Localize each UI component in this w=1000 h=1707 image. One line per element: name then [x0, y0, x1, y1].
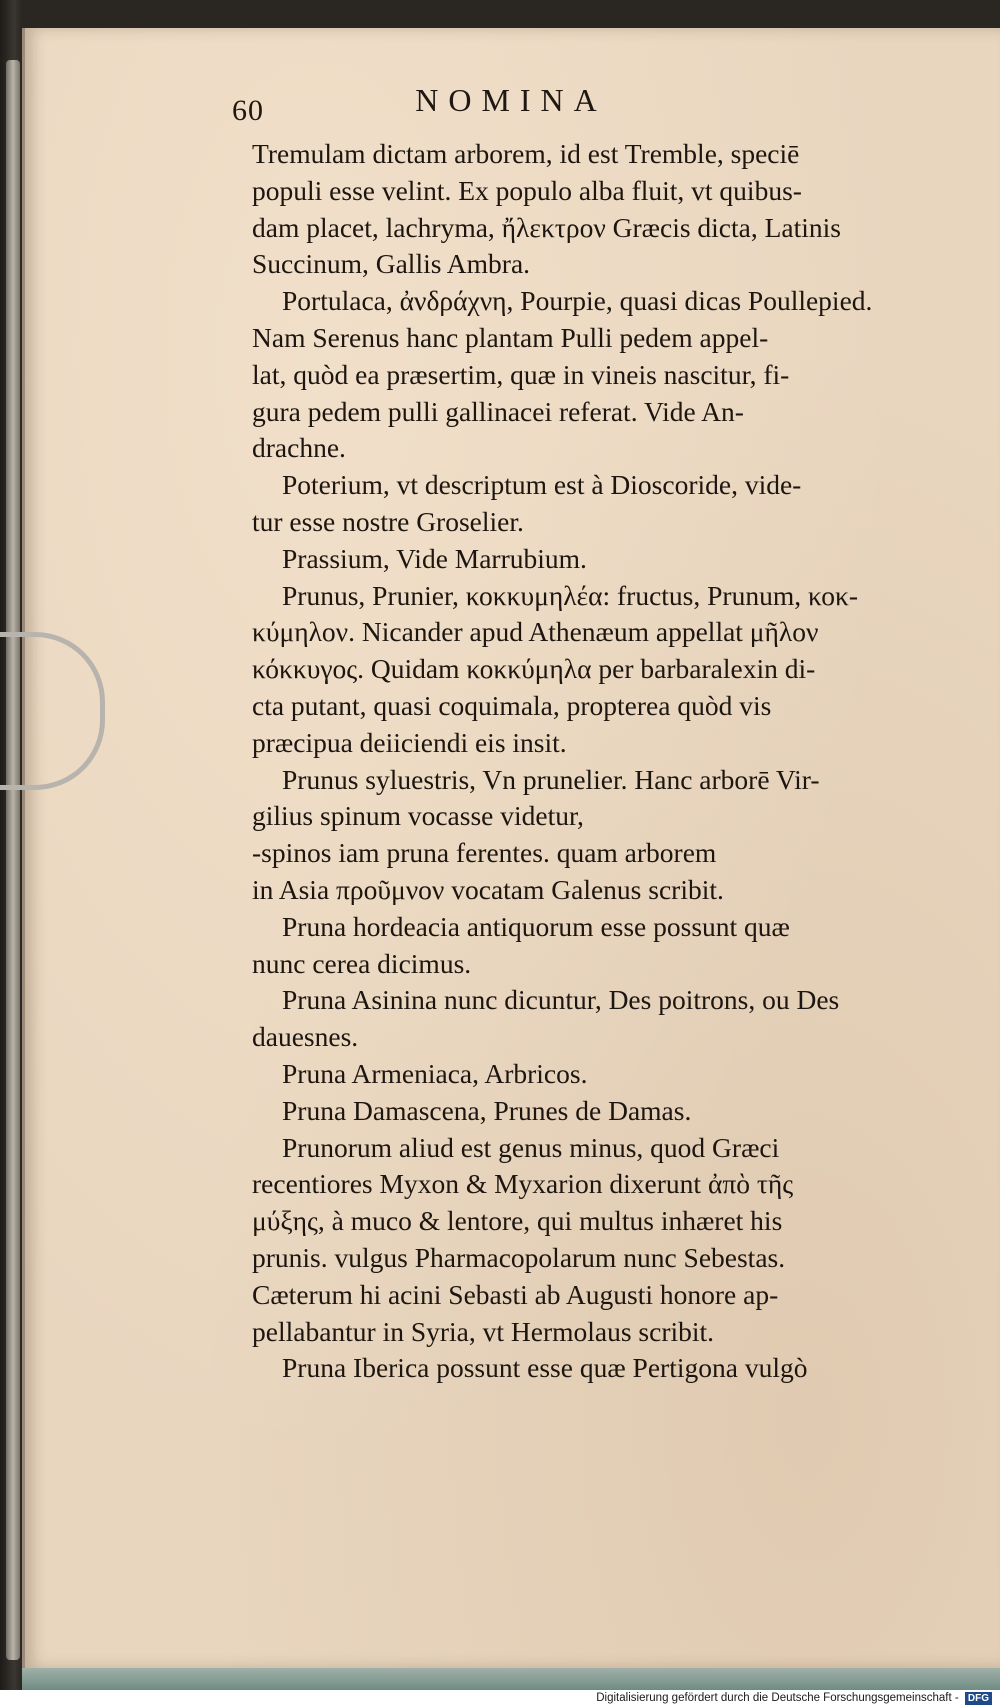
page-text	[252, 136, 912, 1387]
text-line: gilius spinum vocasse videtur,	[252, 800, 584, 832]
text-line: -spinos iam pruna ferentes. quam arborem	[252, 837, 717, 869]
text-line: lat, quòd ea præsertim, quæ in vineis nascitur, fi-	[252, 358, 790, 390]
running-title: NOMINA	[415, 82, 607, 118]
text-line: μύξης, à muco & lentore, qui multus inhæret his	[252, 1205, 783, 1237]
text-line: κόκκυγος. Quidam κοκκύμηλα per barbaralexin di-	[252, 653, 816, 685]
text-line: Tremulam dictam arborem, id est Tremble, speciē	[252, 138, 800, 169]
running-head	[22, 82, 1000, 127]
text-line: dam placet, lachryma, ἤλεκτρον Græcis dicta, Latinis	[252, 211, 841, 243]
page-number: 60	[232, 94, 264, 127]
digitization-credit	[0, 1690, 1000, 1707]
text-line: Pruna Damascena, Prunes de Damas.	[282, 1094, 692, 1126]
text-line: pellabantur in Syria, vt Hermolaus scribit.	[252, 1315, 715, 1347]
text-line: Prunus syluestris, Vn prunelier. Hanc arborē Vir-	[282, 763, 820, 795]
text-line: Prunorum aliud est genus minus, quod Græci	[282, 1131, 780, 1163]
dfg-logo: DFG	[965, 1692, 992, 1705]
credit-text: Digitalisierung gefördert durch die Deutsche Forschungsgemeinschaft -	[596, 1692, 959, 1704]
text-line: populi esse velint. Ex populo alba fluit, vt quibus-	[252, 174, 802, 206]
text-line: præcipua deiiciendi eis insit.	[252, 726, 567, 758]
text-line: in Asia προῦμνον vocatam Galenus scribit.	[252, 873, 724, 905]
text-line: tur esse nostre Groselier.	[252, 505, 524, 537]
text-line: nunc cerea dicimus.	[252, 947, 472, 979]
page-bottom-edge	[22, 1668, 1000, 1690]
text-line: gura pedem pulli gallinacei referat. Vide An-	[252, 395, 744, 427]
text-line: Prunus, Prunier, κοκκυμηλέα: fructus, Prunum, κοκ-	[282, 579, 858, 611]
text-line: prunis. vulgus Pharmacopolarum nunc Sebestas.	[252, 1241, 786, 1273]
book-spine-edge	[6, 60, 20, 1660]
text-line: Succinum, Gallis Ambra.	[252, 248, 531, 280]
text-line: Portulaca, ἀνδράχνη, Pourpie, quasi dicas Poullepied.	[282, 285, 873, 317]
text-line: Pruna Armeniaca, Arbricos.	[282, 1057, 588, 1089]
text-line: Prassium, Vide Marrubium.	[282, 542, 587, 574]
text-line: dauesnes.	[252, 1021, 359, 1053]
text-line: recentiores Myxon & Myxarion dixerunt ἀπὸ τῆς	[252, 1168, 794, 1200]
text-line: Poterium, vt descriptum est à Dioscoride, vide-	[282, 469, 802, 501]
text-line: Pruna Asinina nunc dicuntur, Des poitrons, ou Des	[282, 984, 840, 1016]
text-line: Pruna Iberica possunt esse quæ Pertigona vulgò	[282, 1352, 808, 1384]
text-line: κύμηλον. Nicander apud Athenæum appellat μῆλον	[252, 616, 819, 648]
text-line: drachne.	[252, 432, 346, 464]
text-line: Cæterum hi acini Sebasti ab Augusti honore ap-	[252, 1278, 779, 1310]
text-line: Nam Serenus hanc plantam Pulli pedem appel-	[252, 321, 769, 353]
text-line: Pruna hordeacia antiquorum esse possunt quæ	[282, 910, 790, 942]
text-line: cta putant, quasi coquimala, propterea quòd vis	[252, 689, 772, 721]
